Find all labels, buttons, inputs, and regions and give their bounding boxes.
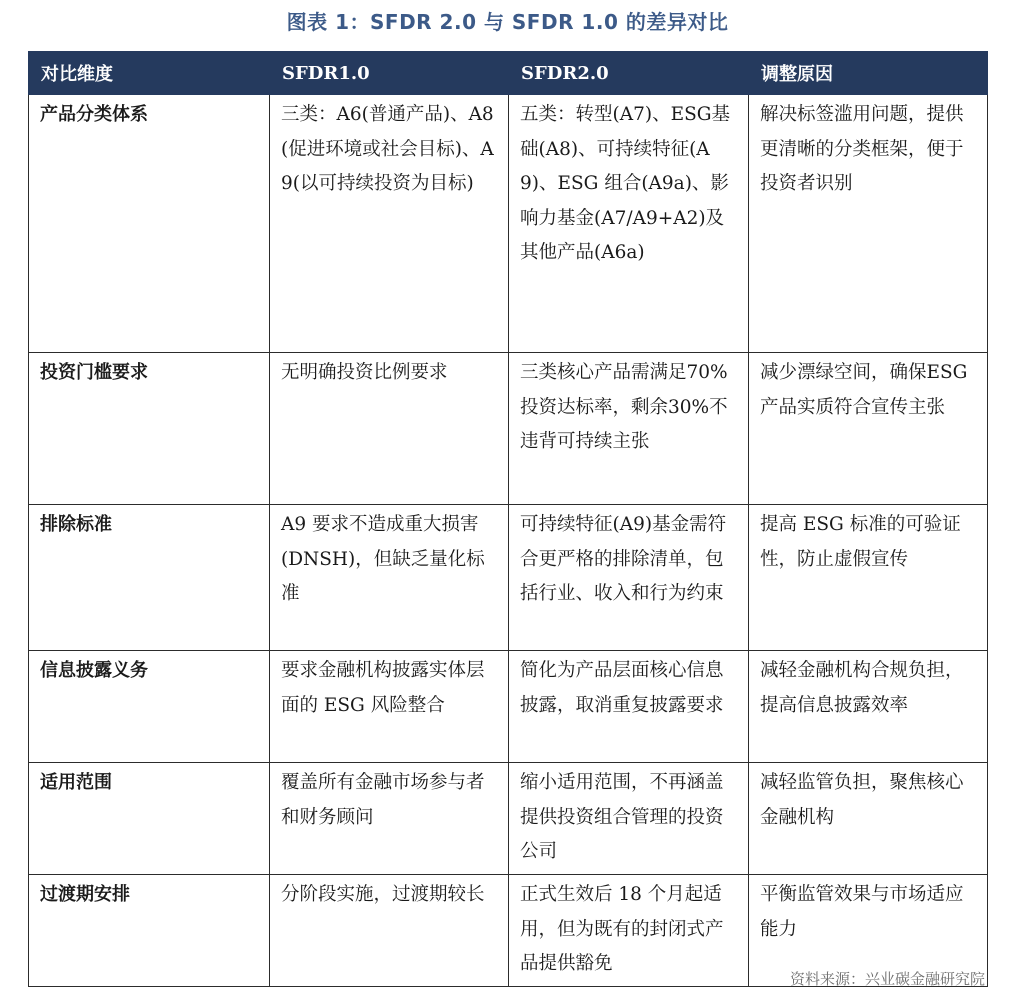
- cell-sfdr2: 五类：转型(A7)、ESG基础(A8)、可持续特征(A9)、ESG 组合(A9a)、影响力基金(A7/A9+A2)及其他产品(A6a): [509, 95, 749, 353]
- cell-reason: 减轻金融机构合规负担，提高信息披露效率: [749, 651, 988, 763]
- cell-sfdr1: 要求金融机构披露实体层面的 ESG 风险整合: [270, 651, 509, 763]
- table-row: [29, 95, 988, 353]
- table-row: [29, 505, 988, 651]
- cell-dimension: 投资门槛要求: [29, 353, 270, 505]
- table-row: [29, 763, 988, 875]
- figure-caption: 图表 1：SFDR 2.0 与 SFDR 1.0 的差异对比: [286, 10, 729, 34]
- cell-sfdr1: 无明确投资比例要求: [270, 353, 509, 505]
- cell-sfdr2: 可持续特征(A9)基金需符合更严格的排除清单，包括行业、收入和行为约束: [509, 505, 749, 651]
- header-dimension: 对比维度: [29, 52, 270, 95]
- header-reason: 调整原因: [749, 52, 988, 95]
- cell-dimension: 信息披露义务: [29, 651, 270, 763]
- table-row: [29, 651, 988, 763]
- cell-reason: 减轻监管负担，聚焦核心金融机构: [749, 763, 988, 875]
- cell-dimension: 过渡期安排: [29, 875, 270, 987]
- cell-reason: 减少漂绿空间，确保ESG 产品实质符合宣传主张: [749, 353, 988, 505]
- table-header-row: [29, 52, 988, 95]
- cell-sfdr1: A9 要求不造成重大损害(DNSH)，但缺乏量化标准: [270, 505, 509, 651]
- source-note: 资料来源：兴业碳金融研究院: [789, 970, 985, 988]
- cell-sfdr1: 三类：A6(普通产品)、A8(促进环境或社会目标)、A9(以可持续投资为目标): [270, 95, 509, 353]
- cell-sfdr2: 正式生效后 18 个月起适用，但为既有的封闭式产品提供豁免: [509, 875, 749, 987]
- cell-sfdr2: 缩小适用范围，不再涵盖提供投资组合管理的投资公司: [509, 763, 749, 875]
- header-sfdr2: SFDR2.0: [509, 52, 749, 95]
- cell-sfdr1: 分阶段实施，过渡期较长: [270, 875, 509, 987]
- cell-sfdr1: 覆盖所有金融市场参与者和财务顾问: [270, 763, 509, 875]
- cell-dimension: 排除标准: [29, 505, 270, 651]
- cell-reason: 平衡监管效果与市场适应能力: [749, 875, 988, 987]
- cell-sfdr2: 三类核心产品需满足70%投资达标率，剩余30%不违背可持续主张: [509, 353, 749, 505]
- cell-sfdr2: 简化为产品层面核心信息披露，取消重复披露要求: [509, 651, 749, 763]
- cell-reason: 提高 ESG 标准的可验证性，防止虚假宣传: [749, 505, 988, 651]
- header-sfdr1: SFDR1.0: [270, 52, 509, 95]
- comparison-table: [28, 51, 988, 987]
- table-row: [29, 353, 988, 505]
- cell-dimension: 产品分类体系: [29, 95, 270, 353]
- cell-reason: 解决标签滥用问题，提供更清晰的分类框架，便于投资者识别: [749, 95, 988, 353]
- cell-dimension: 适用范围: [29, 763, 270, 875]
